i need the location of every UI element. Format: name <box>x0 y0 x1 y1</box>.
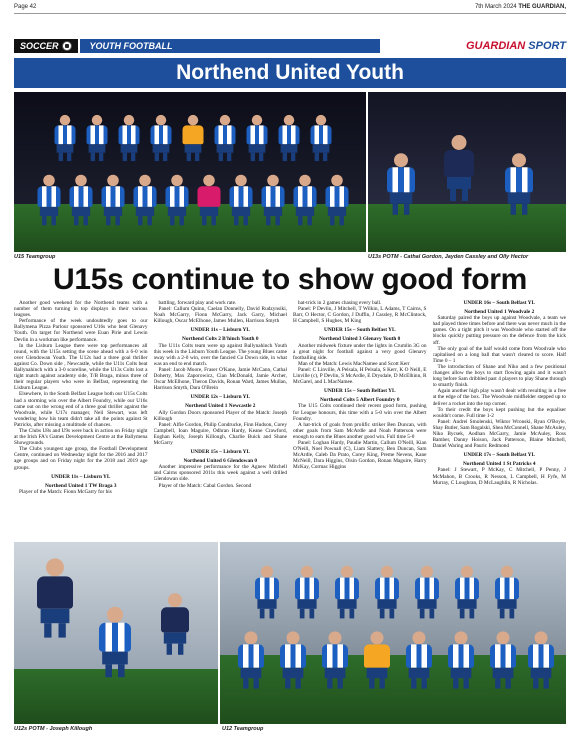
article-paragraph: The introduction of Shane and Niko and a few positional changes allow the boys to start flowing again and it wasn't long before Sam dribbled past 4 players to play Shane through to smartly finish. <box>432 363 566 389</box>
article-column-2 <box>154 300 288 540</box>
article-paragraph: Player of the Match: Cabal Gordon. Second <box>158 482 252 489</box>
player-figure <box>35 558 75 637</box>
player-figure <box>68 175 93 226</box>
article-paragraph: The U15 Colts continued their recent good form, pushing for League honours, this time with a 5-0 win over the Albert Foundry. <box>293 403 427 422</box>
player-figure <box>334 566 360 619</box>
article-paragraph: Another midweek fixture under the lights in Crumlin 3G on a great night for football against a very good Glenavy footballing side. <box>293 342 427 361</box>
player-figure <box>245 115 268 161</box>
player-figure <box>97 607 132 677</box>
player-figure <box>36 175 61 226</box>
headline: U15s continue to show good form <box>52 263 528 296</box>
article-paragraph: The Clubs U8s and U9s were back in action on Friday night at the Irish FA's Games Development Centre at the Ballymena Showgrounds. <box>14 427 148 447</box>
player-figure <box>254 566 280 619</box>
result-heading: Northend United 1 St Patricks 4 <box>462 461 536 468</box>
article-paragraph: Panel: Jacob Moore, Fraser O'Kane, Jamie McCann, Cathal Doherty, Max Zaporowicz, Cian McDonald, Jamie Archer, Oscar McElhone, Theron Davids, Ronan Ward, James Mullan, Harrison Smyth, Dara O'Brein <box>153 366 287 392</box>
article-paragraph: Panel: J Stewart, P McKay, C Mitchell, P Penny, J McMahon, B Crooks, R Nesson, L Campbell, H Fyfe, M Murray, C Loughran, D McLaughlin, R Nicholas. <box>432 467 566 486</box>
result-heading: Northend Colts 2 B'hinch Youth 0 <box>182 336 259 343</box>
player-figure <box>489 631 518 688</box>
article-paragraph: The U11s Colts team were up against Ballynahinch Youth this week in the Lisburn Youth League. The young Blues came away with a 2-0 win, over the fancied Co Down side, in what was an end to end match. <box>153 342 287 367</box>
player-figure <box>100 175 125 226</box>
player-figure <box>447 631 476 688</box>
player-figure <box>213 115 236 161</box>
article-paragraph: Saturday paired the boys up against Woodvale, a team we had played three times before and there was never much in the games. On a tight pitch it was Woodvale who started off the blocks quickly putting pressure on the defence from the kick off. <box>432 315 566 346</box>
article-paragraph: Performance of the week undoubtedly goes to our Ballymena Pizza Parlour sponsored U16s who beat Glenavy Youth. On target for Northend were Euan Pirie and Lewin Devlin in a workman like performance. <box>14 318 148 343</box>
banner-title: Northend United Youth <box>14 58 566 88</box>
photo3-caption: U12s POTM - Joseph Killough <box>14 726 93 732</box>
u12-potm-photo <box>14 542 218 724</box>
logo-sub: SPORT <box>528 40 566 52</box>
player-figure <box>164 175 189 226</box>
page-date-paper <box>475 4 566 13</box>
result-heading: UNDER 11s – Lisburn YL <box>190 327 250 334</box>
article-paragraph: Another good weekend for the Northend teams with a number of them turning in top displays in their various leagues. <box>14 300 148 319</box>
article-paragraph: Elsewhere, in the South Belfast League both our U15s Colts had a storming win over the Albert Foundry, while our U16s came out on the wrong end of a three goal thriller against the Woodvale, while U17s manager, Neil Stewart, was left wondering how his team didn't take all the points against St Patricks, after missing a multitude of chances. <box>14 391 148 428</box>
player-figure <box>363 631 392 688</box>
article-paragraph: Ally Gordon Doors sponsored Player of the Match: Joseph Killough <box>153 409 287 422</box>
u15-teamgroup-photo <box>14 92 366 252</box>
article-paragraph: The Clubs youngest age group, the Football Development Centre, continued on Wednesday night for the 2016 and 2017 age groups and on Friday night for the 2018 and 2019 age groups. <box>14 446 148 471</box>
article-paragraph: In the Lisburn League there were top performances all round, with the U15s setting the scene ahead with a 6-0 win over Glendowan Youth. The U12s had a three goal thriller against Co. Down side , Newcastle, while the U11s Colts beat Ballynahinch with a 3-0 scoreline, while the U13s Colts lost a tight match against academy side, T/B Braga, minus three of their regular players who were in Belfast, representing the Lisburn League. <box>14 342 148 392</box>
soccer-tag <box>14 39 78 53</box>
guardian-sport-logo <box>466 40 566 52</box>
article-paragraph: battling, forward play and work rate. <box>158 300 237 306</box>
player-figure <box>321 631 350 688</box>
page-date: 7th March 2024 <box>474 4 517 10</box>
player-figure <box>181 115 204 161</box>
result-heading: UNDER 11s – Lisburn YL <box>51 473 111 480</box>
result-heading: Northend United 6 Glendowan 0 <box>183 458 258 465</box>
result-heading: Northend United 1 Woodvale 2 <box>464 309 535 316</box>
article-column-4 <box>433 300 567 540</box>
result-heading: UNDER 17s – South Belfast YL <box>463 452 535 459</box>
result-heading: Northend Colts 5 Albert Foundry 0 <box>319 397 400 404</box>
player-figure <box>294 566 320 619</box>
player-figure <box>260 175 285 226</box>
article-paragraph: Panel: Loghan Hardy, Paudie Martin, Callum O'Neill, Kian O'Neill, Noel Pownall (C), Liam Slattery, Ben Duncan, Sam McArdle, Caleb Da Prato, Corey King, Preme Nevens, Kane McNeill, Dara Higgins, Oisin Gordon, Ronan Maguire, Harry McKay, Cormac Higgins <box>293 439 427 471</box>
article-paragraph: Panel: Alfie Gordon, Philip Condrucke, Finn Hudson, Corey Campbell, Ioan Maguire, Odhran Hardy, Keane Crawford, Eoghan Kelly, Joseph Killough, Charlie Buick and Shane McGarry <box>153 421 287 446</box>
article-body <box>14 300 566 540</box>
article-paragraph: A hat-trick of goals from prolific striker Ben Duncan, with other goals from Sam McArdle and Noah Patterson were enough to earn the Blues another good win. Full time 5-0 <box>293 421 427 440</box>
result-heading: Northend United 1 TW Braga 3 <box>45 482 117 489</box>
player-figure <box>117 115 140 161</box>
player-figure <box>160 593 191 655</box>
page-number: Page 42 <box>14 4 37 10</box>
player-figure <box>277 115 300 161</box>
result-heading: UNDER 15s – Lisburn YL <box>190 449 251 456</box>
article-paragraph: Another impressive performance for the Agnew Mitchell and Cairns sponsored 2011s this week against a well drilled Glendowan side. <box>153 464 287 483</box>
player-figure <box>53 115 76 161</box>
player-figure <box>85 115 108 161</box>
player-figure <box>237 631 266 688</box>
photo2-caption: U13s POTM - Cathal Gordon, Jayden Cassley and Olly Hector <box>368 254 529 260</box>
player-figure <box>504 153 535 215</box>
article-paragraph: Panel: P Devlin, J Mitchell, T Wilkin, L Adams, T Cairns, S Barr, O Hector, C Gordon, J Duffin, J Cassley, R McClintock, H Campbell, S Hughes, M King <box>293 306 427 325</box>
soccer-label: SOCCER <box>20 41 59 51</box>
player-figure <box>414 566 440 619</box>
player-figure <box>386 153 417 215</box>
player-figure <box>324 175 349 226</box>
u12-teamgroup-photo <box>220 542 566 724</box>
player-figure <box>454 566 480 619</box>
article-paragraph: Again another high play wasn't dealt with resulting in a free at the edge of the box. The Woodvale midfielder stepped up to deliver a rocket into the top corner. <box>432 388 566 407</box>
article-column-3 <box>293 300 427 540</box>
player-figure <box>132 175 157 226</box>
article-paragraph: Panel: C Linville, A Pelsala, H Pelsala, S Kerr, K O Neill, E Linville (c), P Devlin, S McArdle, E Drysdale, D McElhinn, R McGarel, and L MacNamee. <box>293 366 427 386</box>
photo1-caption: U15 Teamgroup <box>14 254 56 260</box>
player-figure <box>494 566 520 619</box>
article-paragraph: To their credit the boys kept pushing but the equaliser wouldn't come. Full time 1-2 <box>432 406 566 419</box>
article-paragraph: The only goal of the half would come from Woodvale who capitalised on a long ball that wasn't cleared to score. Half Time 0 – 1 <box>432 345 566 364</box>
football-icon <box>62 41 72 51</box>
player-figure <box>196 175 221 226</box>
article-paragraph: Player of the Match: Fionn McGarry for his <box>19 488 112 495</box>
player-figure <box>149 115 172 161</box>
logo-main: GUARDIAN <box>465 40 526 52</box>
result-heading: UNDER 12s – Lisburn YL <box>190 394 251 401</box>
u13-potm-photo <box>368 92 566 252</box>
section-bar <box>14 39 566 53</box>
player-figure <box>292 175 317 226</box>
result-heading: Northend United 1 Newcastle 2 <box>185 403 256 410</box>
player-figure <box>527 631 556 688</box>
page-header <box>14 4 566 14</box>
photo4-caption: U12 Teamgroup <box>222 726 264 732</box>
article-column-1 <box>14 300 148 540</box>
player-figure <box>279 631 308 688</box>
player-figure <box>443 135 476 201</box>
result-heading: UNDER 15s – South Belfast YL <box>324 388 396 395</box>
article-paragraph: Panel: Callum Quinn, Caelan Donnelly, David Rudzynsiki, Noah McGarry, Fionn McGarry, Jack Garry, Michael Killough, Oscar McElhone, James Mullen, Harrison Smyth <box>153 306 287 325</box>
article-paragraph: hat-trick in 2 games chasing every ball. <box>298 300 382 306</box>
player-figure <box>228 175 253 226</box>
player-figure <box>405 631 434 688</box>
player-figure <box>374 566 400 619</box>
result-heading: Northend United 3 Glenavy Youth 0 <box>319 336 401 343</box>
youth-football-tag: YOUTH FOOTBALL <box>80 39 380 53</box>
player-figure <box>309 115 332 161</box>
result-heading: UNDER 15s – South Belfast YL <box>324 327 396 334</box>
result-heading: UNDER 16s – South Belfast YL <box>463 300 535 306</box>
paper-name: THE GUARDIAN, <box>518 4 566 10</box>
article-paragraph: Man of the Match: Lewis MacNamee and Scott Kerr <box>298 360 410 367</box>
article-paragraph: Panel: Andrei Smolenski, Wiktor Wronski, Ryan O'Boyle, Shay Butler, Sam Rogalski, Shea McConnell, Shane McAuley, Niko Bycsek, Aodhan McGarry, Jamie McAuley, Ross Bamber, Danny Hoison, Jack Patterson, Blaine Mitchell, Daniel Waring and Pauric Redmond <box>432 418 566 450</box>
